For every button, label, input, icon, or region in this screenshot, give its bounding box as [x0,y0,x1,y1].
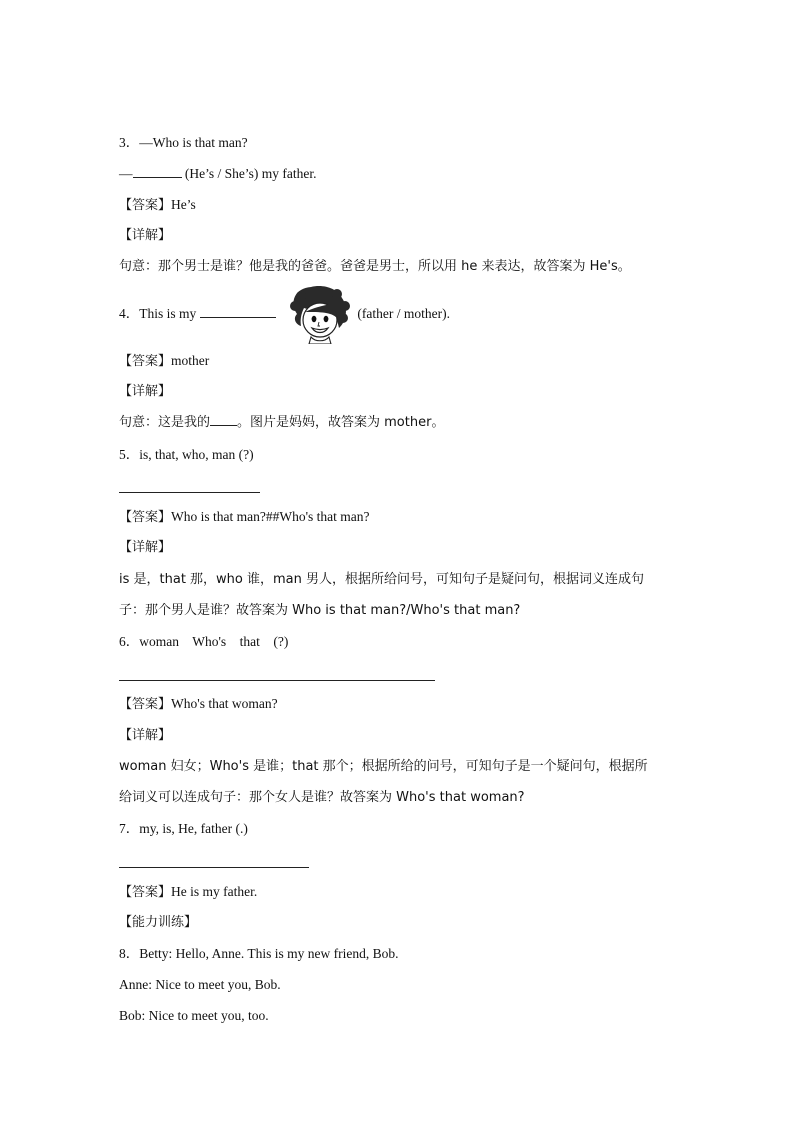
q5-detail-label: 【详解】 [119,540,172,555]
answer-text: Who is that man?##Who's that man? [171,509,370,524]
q4-detail-prefix: 句意：这是我的 [119,415,211,430]
answer-label: 【答案】 [119,510,172,525]
q5-detail-line2: 子：那个男人是谁？故答案为 Who is that man?/Who's that man? [119,603,521,618]
q5-question: 5．is, that, who, man (?) [119,447,254,462]
q3-answer-suffix: (He’s / She’s) my father. [181,166,317,181]
q5-answer [119,508,370,527]
q7-answer [119,883,257,902]
mother-cartoon-image [285,284,351,344]
answer-label: 【答案】 [119,354,172,369]
q4-detail [119,414,444,432]
section-label: 【能力训练】 [119,915,198,930]
q8-line1: 8．Betty: Hello, Anne. This is my new friend, Bob. [119,946,399,961]
q3-detail: 句意：那个男士是谁？他是我的爸爸。爸爸是男士，所以用 he 来表达，故答案为 He's。 [119,259,631,274]
q5-answer-blank-line [119,492,260,493]
q4-question-suffix: (father / mother). [354,306,450,321]
q6-answer-blank-line [119,680,435,681]
answer-text: He is my father. [171,884,258,899]
q3-blank [133,177,182,178]
q4-detail-blank [210,425,237,426]
q8-line2: Anne: Nice to meet you, Bob. [119,977,281,992]
q6-detail-label: 【详解】 [119,728,172,743]
q7-question: 7．my, is, He, father (.) [119,821,248,836]
answer-label: 【答案】 [119,198,172,213]
q3-answer-line [119,165,316,183]
q3-answer [119,196,196,215]
q4-detail-suffix: 。图片是妈妈，故答案为 mother。 [237,415,445,430]
q6-answer [119,695,278,714]
q4-detail-label: 【详解】 [119,384,172,399]
q7-answer-blank-line [119,867,309,868]
q3-answer-prefix: — [119,166,133,181]
q4-question [119,305,276,323]
answer-text: mother [171,353,210,368]
q6-detail-line1: woman 妇女；Who's 是谁；that 那个；根据所给的问号，可知句子是一个疑问句，根据所 [119,759,648,774]
q8-line3: Bob: Nice to meet you, too. [119,1008,269,1023]
q4-blank [200,317,276,318]
answer-text: Who's that woman? [171,696,278,711]
q4-answer [119,352,209,371]
answer-label: 【答案】 [119,697,172,712]
q3-detail-label: 【详解】 [119,228,172,243]
q3-question: 3．—Who is that man? [119,135,248,150]
q6-detail-line2: 给词义可以连成句子：那个女人是谁？故答案为 Who's that woman? [119,790,525,805]
q5-detail-line1: is 是，that 那，who 谁，man 男人，根据所给问号，可知句子是疑问句，根据词义连成句 [119,572,645,587]
answer-text: He’s [171,197,196,212]
answer-label: 【答案】 [119,885,172,900]
q4-question-prefix: 4．This is my [119,306,200,321]
q6-question: 6．woman Who's that (?) [119,634,289,649]
